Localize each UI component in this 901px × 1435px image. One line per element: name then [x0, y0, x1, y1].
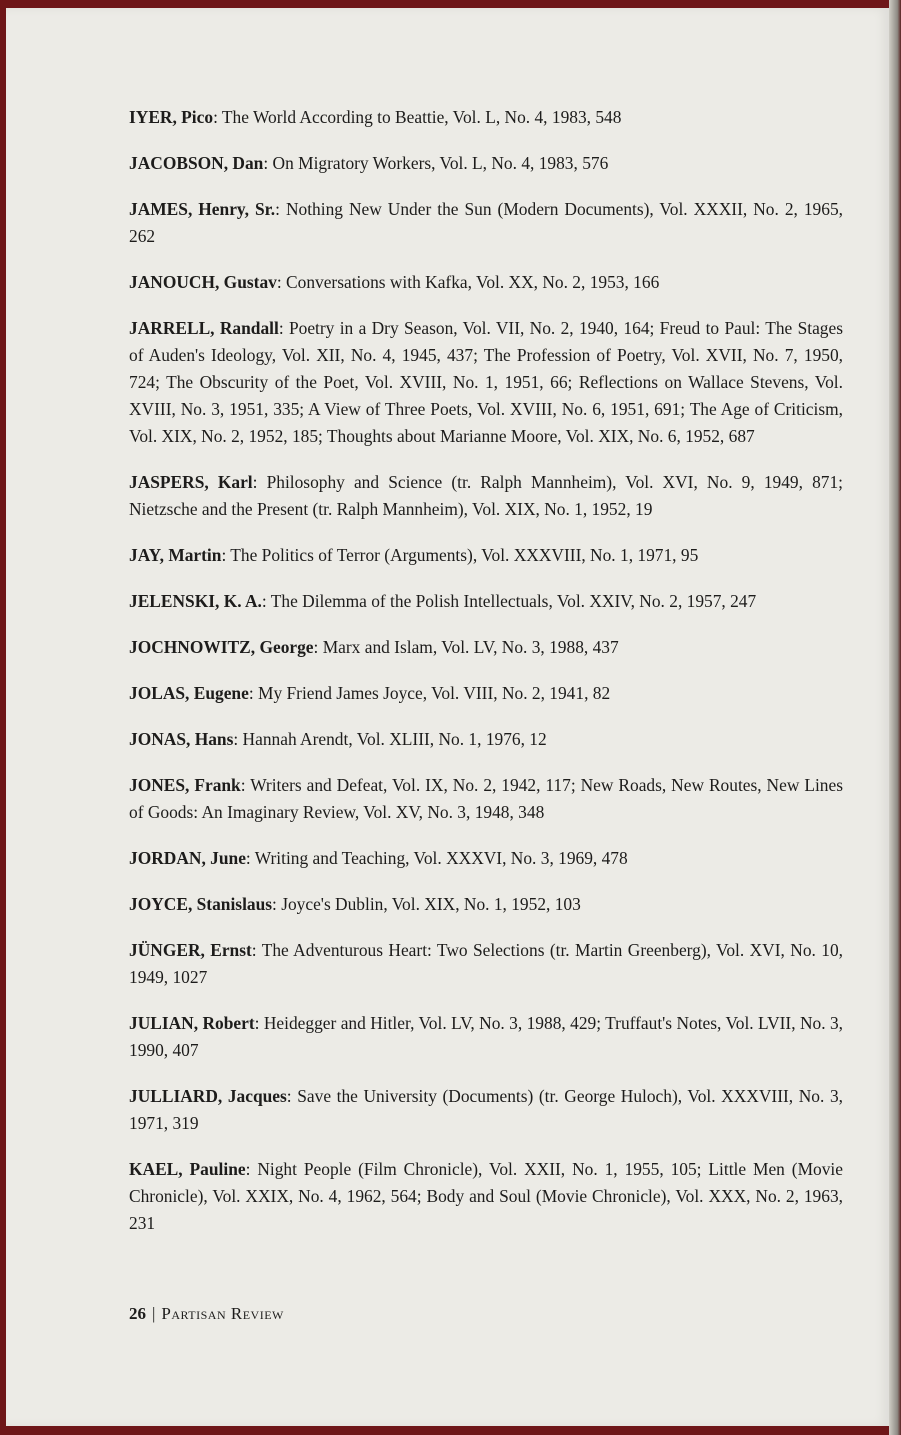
index-entry — [129, 104, 843, 131]
entry-author: JAMES, Henry, Sr. — [129, 199, 276, 219]
entry-text: : Poetry in a Dry Season, Vol. VII, No. 2, 1940, 164; Freud to Paul: The Stages of Auden's Ideology, Vol. XII, No. 4, 1945, 437; The Profession of Poetry, Vol. XVII, No. 7, 1950, 724; The Obscurity of the Poet, Vol. XVIII, No. 1, 1951, 66; Reflections on Wallace Stevens, Vol. XVIII, No. 3, 1951, 335; A View of Three Poets, Vol. XVIII, No. 6, 1951, 691; The Age of Criticism, Vol. XIX, No. 2, 1952, 185; Thoughts about Marianne Moore, Vol. XIX, No. 6, 1952, 687 — [129, 318, 843, 446]
entry-text: : Save the University (Documents) (tr. George Huloch), Vol. XXXVIII, No. 3, 1971, 319 — [129, 1086, 843, 1133]
index-entry — [129, 588, 843, 615]
index-entry — [129, 845, 843, 872]
index-entry — [129, 937, 843, 991]
index-entry — [129, 891, 843, 918]
page-number: 26 — [129, 1304, 146, 1323]
index-entry — [129, 634, 843, 661]
entry-text: : Conversations with Kafka, Vol. XX, No. 2, 1953, 166 — [276, 272, 660, 292]
entry-author: JONAS, Hans — [129, 729, 234, 749]
index-entry — [129, 680, 843, 707]
entry-author: IYER, Pico — [129, 107, 214, 127]
entry-text: : Philosophy and Science (tr. Ralph Mannheim), Vol. XVI, No. 9, 1949, 871; Nietzsche and the Present (tr. Ralph Mannheim), Vol. XIX, No. 1, 1952, 19 — [129, 472, 843, 519]
page-footer — [129, 1304, 284, 1324]
index-entry — [129, 269, 843, 296]
index-entry — [129, 726, 843, 753]
entry-author: JARRELL, Randall — [129, 318, 279, 338]
entry-author: JELENSKI, K. A. — [129, 591, 262, 611]
index-entry — [129, 1083, 843, 1137]
entry-author: JULLIARD, Jacques — [129, 1086, 287, 1106]
index-entry — [129, 469, 843, 523]
entry-text: : Night People (Film Chronicle), Vol. XXII, No. 1, 1955, 105; Little Men (Movie Chronicle), Vol. XXIX, No. 4, 1962, 564; Body and Soul (Movie Chronicle), Vol. XXX, No. 2, 1963, 231 — [129, 1159, 843, 1233]
entry-text: : On Migratory Workers, Vol. L, No. 4, 1983, 576 — [263, 153, 609, 173]
entry-author: JANOUCH, Gustav — [129, 272, 277, 292]
index-entry — [129, 772, 843, 826]
entry-author: JOLAS, Eugene — [129, 683, 249, 703]
publication-name: Partisan Review — [161, 1304, 284, 1323]
entry-text: : The World According to Beattie, Vol. L, No. 4, 1983, 548 — [213, 107, 622, 127]
index-entries — [129, 104, 843, 1256]
entry-text: : Heidegger and Hitler, Vol. LV, No. 3, 1988, 429; Truffaut's Notes, Vol. LVII, No. 3, 1990, 407 — [129, 1013, 843, 1060]
entry-author: JASPERS, Karl — [129, 472, 253, 492]
entry-text: : The Dilemma of the Polish Intellectuals, Vol. XXIV, No. 2, 1957, 247 — [261, 591, 757, 611]
entry-text: : Marx and Islam, Vol. LV, No. 3, 1988, 437 — [313, 637, 619, 657]
entry-author: JONES, Frank — [129, 775, 241, 795]
entry-text: : The Politics of Terror (Arguments), Vol. XXXVIII, No. 1, 1971, 95 — [221, 545, 699, 565]
entry-text: : Joyce's Dublin, Vol. XIX, No. 1, 1952, 103 — [272, 894, 581, 914]
entry-author: KAEL, Pauline — [129, 1159, 246, 1179]
entry-text: : Hannah Arendt, Vol. XLIII, No. 1, 1976, 12 — [233, 729, 547, 749]
index-entry — [129, 1156, 843, 1237]
footer-separator: | — [152, 1304, 156, 1323]
entry-text: : My Friend James Joyce, Vol. VIII, No. 2, 1941, 82 — [248, 683, 611, 703]
entry-text: : Writing and Teaching, Vol. XXXVI, No. 3, 1969, 478 — [245, 848, 628, 868]
entry-author: JAY, Martin — [129, 545, 222, 565]
entry-author: JACOBSON, Dan — [129, 153, 264, 173]
index-entry — [129, 150, 843, 177]
entry-author: JÜNGER, Ernst — [129, 940, 252, 960]
index-entry — [129, 1010, 843, 1064]
entry-text: : Writers and Defeat, Vol. IX, No. 2, 1942, 117; New Roads, New Routes, New Lines of Goods: An Imaginary Review, Vol. XV, No. 3, 1948, 348 — [129, 775, 843, 822]
index-entry — [129, 196, 843, 250]
entry-author: JULIAN, Robert — [129, 1013, 255, 1033]
entry-author: JOCHNOWITZ, George — [129, 637, 314, 657]
page-edge — [889, 0, 901, 1435]
entry-author: JORDAN, June — [129, 848, 246, 868]
index-entry — [129, 542, 843, 569]
entry-text: : The Adventurous Heart: Two Selections (tr. Martin Greenberg), Vol. XVI, No. 10, 1949, 1027 — [129, 940, 844, 987]
index-entry — [129, 315, 843, 450]
entry-text: : Nothing New Under the Sun (Modern Documents), Vol. XXXII, No. 2, 1965, 262 — [129, 199, 843, 246]
entry-author: JOYCE, Stanislaus — [129, 894, 273, 914]
